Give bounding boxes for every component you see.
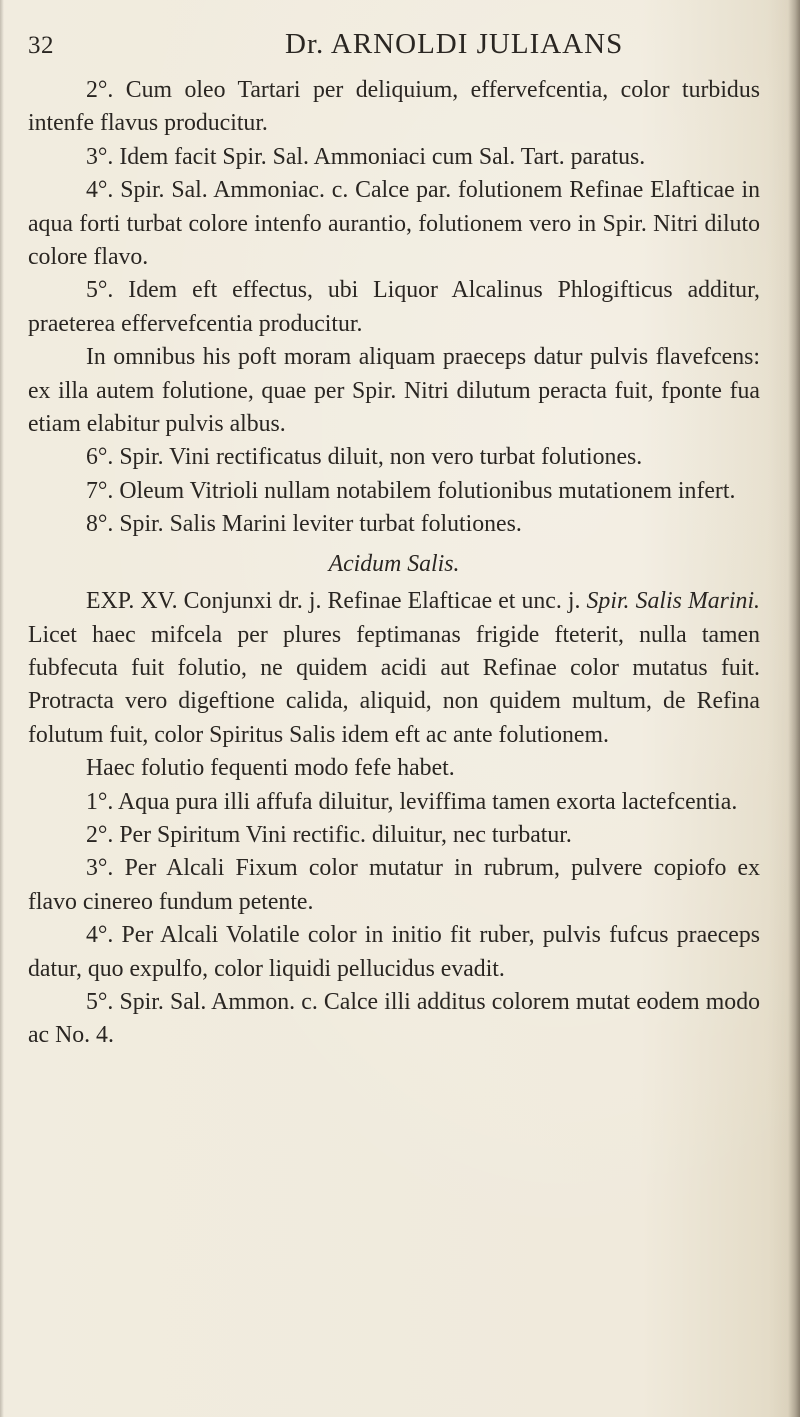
running-head: Dr. ARNOLDI JULIAANS [285,28,624,60]
paragraph-7: 7°. Oleum Vitrioli nullam notabilem folutionibus mutationem infert. [86,477,736,504]
paragraph-after-5: 5°. Spir. Sal. Ammon. c. Calce illi additus colorem mutat eodem modo ac No. 4. [28,988,760,1049]
page-edge-right [788,0,800,1417]
paragraph-5: 5°. Idem eft effectus, ubi Liquor Alcalinus Phlogifticus additur, praeterea effervefcentia producitur. [28,277,760,337]
paragraph-after-4: 4°. Per Alcali Volatile color in initio fit ruber, pulvis fufcus praeceps datur, quo expulfo, color liquidi pellucidus evadit. [28,922,760,982]
page-edge-left [0,0,4,1417]
paragraph-after-2: 2°. Per Spiritum Vini rectific. diluitur, nec turbatur. [86,821,572,848]
paragraph-after-3: 3°. Per Alcali Fixum color mutatur in rubrum, pulvere copiofo ex flavo cinereo fundum petente. [28,855,760,915]
experiment-lead: EXP. XV. Conjunxi dr. j. Refinae Elafticae et unc. j. [86,588,581,615]
paragraph-3: 3°. Idem facit Spir. Sal. Ammoniaci cum Sal. Tart. paratus. [86,143,646,170]
section-heading: Acidum Salis. [328,550,460,577]
page-header [28,28,748,68]
paragraph-haec-solutio: Haec folutio fequenti modo fefe habet. [86,755,455,782]
body-text [28,74,760,1053]
page-number: 32 [28,32,54,59]
paragraph-6: 6°. Spir. Vini rectificatus diluit, non vero turbat folutiones. [86,444,643,471]
paragraph-in-omnibus: In omnibus his poft moram aliquam praeceps datur pulvis flavefcens: ex illa autem folutione, quae per Spir. Nitri dilutum peracta fuit, fponte fua etiam elabitur pulvis albus. [28,344,760,438]
experiment-rest: Licet haec mifcela per plures feptimanas frigide fteterit, nulla tamen fubfecuta fuit folutio, ne quidem acidi aut Refinae color mutatus fuit. Protracta vero digeftione calida, aliquid, non quidem multum, de Refina folutum fuit, color Spiritus Salis idem eft ac ante folutionem. [28,621,760,748]
paragraph-after-1: 1°. Aqua pura illi affufa diluitur, leviffima tamen exorta lactefcentia. [86,788,738,815]
paragraph-8: 8°. Spir. Salis Marini leviter turbat folutiones. [86,511,522,538]
paragraph-4: 4°. Spir. Sal. Ammoniac. c. Calce par. folutionem Refinae Elafticae in aqua forti turbat colore intenfo aurantio, folutionem vero in Spir. Nitri diluto colore flavo. [28,177,760,271]
paragraph-2: 2°. Cum oleo Tartari per deliquium, effervefcentia, color turbidus intenfe flavus producitur. [28,77,760,137]
experiment-italic-phrase: Spir. Salis Marini. [586,588,761,615]
experiment-paragraph [28,585,760,752]
